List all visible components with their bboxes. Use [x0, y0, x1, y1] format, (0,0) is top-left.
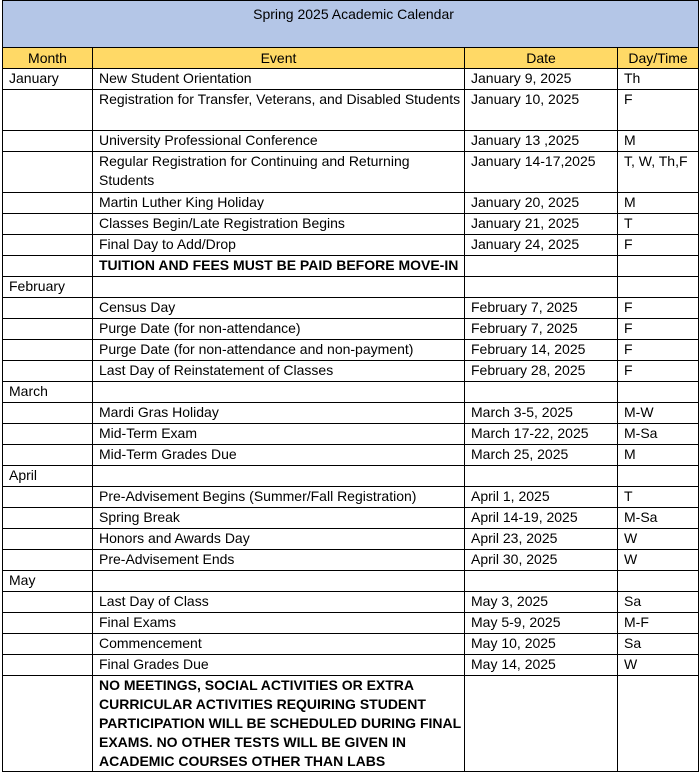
- table-row: [3, 90, 699, 131]
- date-cell: January 9, 2025: [465, 69, 618, 90]
- day-time-cell: M-W: [618, 403, 699, 424]
- date-cell: January 20, 2025: [465, 193, 618, 214]
- day-time-cell: F: [618, 298, 699, 319]
- month-cell: [3, 445, 93, 466]
- event-cell: Final Grades Due: [93, 655, 465, 676]
- month-cell: [3, 90, 93, 131]
- event-cell: New Student Orientation: [93, 69, 465, 90]
- table-row: [3, 298, 699, 319]
- event-cell: Final Day to Add/Drop: [93, 235, 465, 256]
- table-row: [3, 445, 699, 466]
- day-time-cell: M: [618, 445, 699, 466]
- date-cell: April 1, 2025: [465, 487, 618, 508]
- table-row: [3, 487, 699, 508]
- date-cell: March 25, 2025: [465, 445, 618, 466]
- event-cell: [93, 571, 465, 592]
- event-cell: Mid-Term Exam: [93, 424, 465, 445]
- event-cell: Mid-Term Grades Due: [93, 445, 465, 466]
- event-cell: Pre-Advisement Ends: [93, 550, 465, 571]
- table-row: [3, 613, 699, 634]
- event-cell: NO MEETINGS, SOCIAL ACTIVITIES OR EXTRA CURRICULAR ACTIVITIES REQUIRING STUDENT PARTICIPATION WILL BE SCHEDULED DURING FINAL EXAMS. NO OTHER TESTS WILL BE GIVEN IN ACADEMIC COURSES OTHER THAN LABS: [93, 676, 465, 772]
- month-cell: [3, 256, 93, 277]
- date-cell: February 28, 2025: [465, 361, 618, 382]
- day-time-cell: W: [618, 529, 699, 550]
- table-row: [3, 424, 699, 445]
- month-cell: [3, 235, 93, 256]
- month-cell: March: [3, 382, 93, 403]
- event-cell: Classes Begin/Late Registration Begins: [93, 214, 465, 235]
- table-row: [3, 655, 699, 676]
- month-cell: [3, 550, 93, 571]
- table-row: [3, 319, 699, 340]
- month-cell: [3, 424, 93, 445]
- date-cell: May 14, 2025: [465, 655, 618, 676]
- table-row: [3, 214, 699, 235]
- event-cell: Regular Registration for Continuing and Returning Students: [93, 152, 465, 193]
- month-cell: [3, 655, 93, 676]
- table-row: [3, 676, 699, 772]
- date-cell: April 23, 2025: [465, 529, 618, 550]
- table-row: [3, 131, 699, 152]
- event-cell: Purge Date (for non-attendance): [93, 319, 465, 340]
- day-time-column-header: Day/Time: [618, 48, 699, 69]
- month-cell: [3, 676, 93, 772]
- table-row: [3, 256, 699, 277]
- day-time-cell: W: [618, 655, 699, 676]
- table-row: [3, 508, 699, 529]
- table-row: [3, 592, 699, 613]
- day-time-cell: M-Sa: [618, 424, 699, 445]
- date-cell: January 10, 2025: [465, 90, 618, 131]
- day-time-cell: Th: [618, 69, 699, 90]
- date-cell: [465, 256, 618, 277]
- month-cell: [3, 592, 93, 613]
- date-cell: February 7, 2025: [465, 298, 618, 319]
- month-cell: [3, 193, 93, 214]
- month-cell: [3, 131, 93, 152]
- day-time-cell: M: [618, 193, 699, 214]
- date-cell: May 5-9, 2025: [465, 613, 618, 634]
- table-row: [3, 634, 699, 655]
- event-cell: Registration for Transfer, Veterans, and Disabled Students: [93, 90, 465, 131]
- event-cell: Purge Date (for non-attendance and non-payment): [93, 340, 465, 361]
- month-cell: January: [3, 69, 93, 90]
- day-time-cell: M-F: [618, 613, 699, 634]
- day-time-cell: F: [618, 235, 699, 256]
- table-row: [3, 403, 699, 424]
- day-time-cell: M: [618, 131, 699, 152]
- day-time-cell: Sa: [618, 634, 699, 655]
- date-cell: [465, 382, 618, 403]
- month-cell: [3, 152, 93, 193]
- day-time-cell: T: [618, 214, 699, 235]
- table-row: [3, 152, 699, 193]
- day-time-cell: F: [618, 319, 699, 340]
- event-cell: University Professional Conference: [93, 131, 465, 152]
- day-time-cell: Sa: [618, 592, 699, 613]
- month-cell: [3, 403, 93, 424]
- day-time-cell: [618, 571, 699, 592]
- table-row: [3, 340, 699, 361]
- header-row: [3, 48, 699, 69]
- month-cell: [3, 214, 93, 235]
- day-time-cell: [618, 676, 699, 772]
- event-cell: [93, 382, 465, 403]
- date-cell: April 30, 2025: [465, 550, 618, 571]
- event-cell: Pre-Advisement Begins (Summer/Fall Registration): [93, 487, 465, 508]
- date-cell: [465, 676, 618, 772]
- day-time-cell: T: [618, 487, 699, 508]
- date-cell: [465, 571, 618, 592]
- date-cell: [465, 466, 618, 487]
- month-cell: [3, 361, 93, 382]
- calendar-body: [3, 69, 699, 772]
- event-cell: Honors and Awards Day: [93, 529, 465, 550]
- date-column-header: Date: [465, 48, 618, 69]
- event-column-header: Event: [93, 48, 465, 69]
- date-cell: May 10, 2025: [465, 634, 618, 655]
- date-cell: [465, 277, 618, 298]
- date-cell: May 3, 2025: [465, 592, 618, 613]
- date-cell: January 21, 2025: [465, 214, 618, 235]
- date-cell: January 24, 2025: [465, 235, 618, 256]
- day-time-cell: F: [618, 340, 699, 361]
- month-cell: [3, 613, 93, 634]
- month-cell: [3, 487, 93, 508]
- table-row: [3, 69, 699, 90]
- event-cell: Mardi Gras Holiday: [93, 403, 465, 424]
- table-row: [3, 277, 699, 298]
- day-time-cell: F: [618, 361, 699, 382]
- month-column-header: Month: [3, 48, 93, 69]
- day-time-cell: [618, 382, 699, 403]
- event-cell: Last Day of Reinstatement of Classes: [93, 361, 465, 382]
- event-cell: Commencement: [93, 634, 465, 655]
- day-time-cell: T, W, Th,F: [618, 152, 699, 193]
- day-time-cell: F: [618, 90, 699, 131]
- day-time-cell: W: [618, 550, 699, 571]
- day-time-cell: [618, 277, 699, 298]
- table-row: [3, 382, 699, 403]
- month-cell: [3, 529, 93, 550]
- table-row: [3, 466, 699, 487]
- month-cell: [3, 508, 93, 529]
- table-row: [3, 193, 699, 214]
- event-cell: Spring Break: [93, 508, 465, 529]
- month-cell: February: [3, 277, 93, 298]
- month-cell: [3, 340, 93, 361]
- event-cell: [93, 277, 465, 298]
- day-time-cell: [618, 256, 699, 277]
- date-cell: February 7, 2025: [465, 319, 618, 340]
- table-row: [3, 529, 699, 550]
- event-cell: Census Day: [93, 298, 465, 319]
- month-cell: May: [3, 571, 93, 592]
- day-time-cell: [618, 466, 699, 487]
- academic-calendar-table: [2, 0, 699, 772]
- table-row: [3, 571, 699, 592]
- table-row: [3, 235, 699, 256]
- month-cell: [3, 634, 93, 655]
- table-row: [3, 550, 699, 571]
- event-cell: Martin Luther King Holiday: [93, 193, 465, 214]
- date-cell: January 14-17,2025: [465, 152, 618, 193]
- date-cell: March 17-22, 2025: [465, 424, 618, 445]
- month-cell: April: [3, 466, 93, 487]
- calendar-title: Spring 2025 Academic Calendar: [3, 1, 699, 48]
- date-cell: April 14-19, 2025: [465, 508, 618, 529]
- event-cell: [93, 466, 465, 487]
- month-cell: [3, 319, 93, 340]
- date-cell: March 3-5, 2025: [465, 403, 618, 424]
- event-cell: TUITION AND FEES MUST BE PAID BEFORE MOVE-IN: [93, 256, 465, 277]
- table-row: [3, 361, 699, 382]
- date-cell: February 14, 2025: [465, 340, 618, 361]
- month-cell: [3, 298, 93, 319]
- date-cell: January 13 ,2025: [465, 131, 618, 152]
- day-time-cell: M-Sa: [618, 508, 699, 529]
- event-cell: Last Day of Class: [93, 592, 465, 613]
- event-cell: Final Exams: [93, 613, 465, 634]
